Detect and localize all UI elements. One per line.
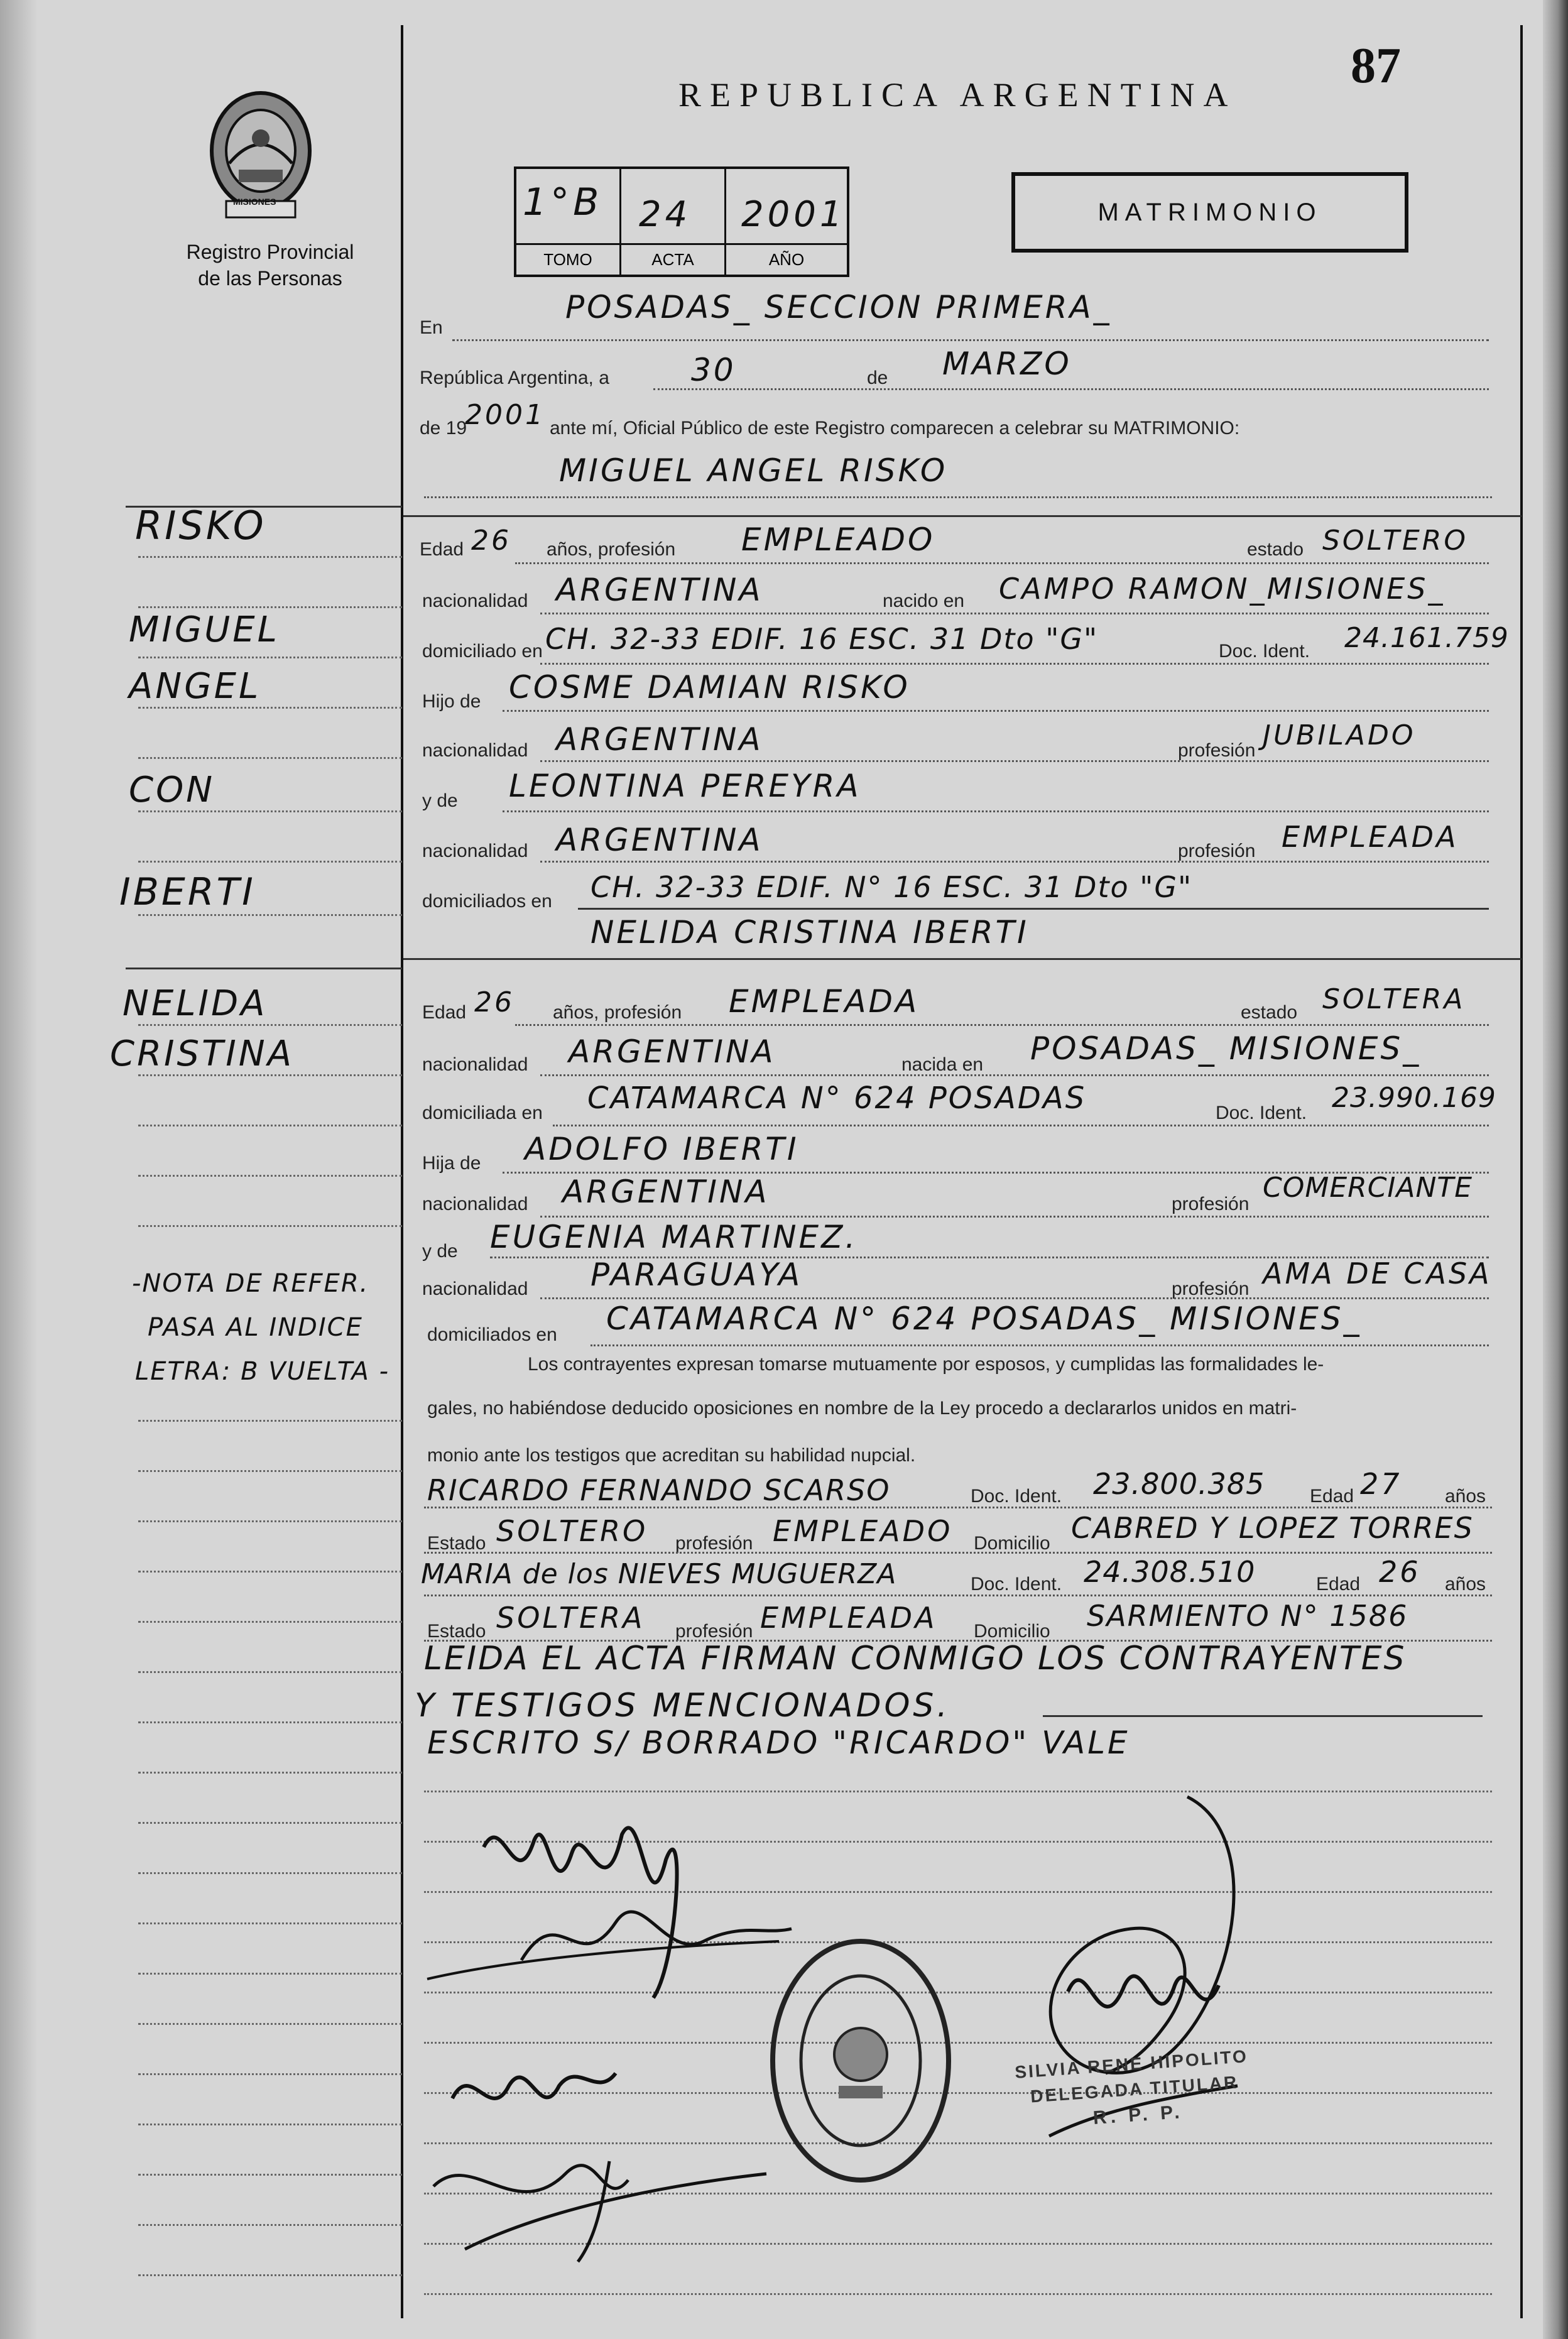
- bride-doc-label: Doc. Ident.: [1216, 1103, 1307, 1123]
- declaration-line-3: monio ante los testigos que acreditan su habilidad nupcial.: [427, 1445, 916, 1466]
- margin-groom-surname: RISKO: [135, 503, 266, 548]
- bride-estado: SOLTERA: [1322, 983, 1466, 1015]
- witness1-edad: 27: [1360, 1467, 1402, 1501]
- witness2-doc-label: Doc. Ident.: [971, 1574, 1062, 1595]
- bride-madre-nac: PARAGUAYA: [591, 1257, 803, 1293]
- bride-padre-nac: ARGENTINA: [562, 1174, 770, 1210]
- margin-con: CON: [129, 770, 215, 810]
- witness1-doc-label: Doc. Ident.: [971, 1486, 1062, 1507]
- bride-anos-label: años, profesión: [553, 1002, 682, 1023]
- witness1-estado: SOLTERO: [496, 1514, 648, 1548]
- republic-title: REPUBLICA ARGENTINA: [678, 76, 1237, 114]
- margin-dotline: [138, 1074, 402, 1076]
- dotline: [424, 1552, 1492, 1554]
- witness2-domicilio: SARMIENTO N° 1586: [1087, 1599, 1408, 1633]
- margin-dotline: [138, 606, 402, 608]
- dotline: [553, 1125, 1489, 1126]
- bride-nacida-label: nacida en: [901, 1054, 984, 1075]
- groom-nacionalidad: ARGENTINA: [556, 572, 763, 608]
- groom-madre-prof: EMPLEADA: [1282, 820, 1459, 854]
- groom-padre: COSME DAMIAN RISKO: [509, 669, 910, 706]
- tomo-value: 1°B: [523, 180, 603, 224]
- groom-profesion: EMPLEADO: [741, 521, 935, 558]
- de-label: de: [867, 368, 888, 388]
- witness1-prof-label: profesión: [675, 1533, 753, 1554]
- place-value: POSADAS_ SECCION PRIMERA_: [565, 289, 1112, 325]
- seal-text: MISIONES: [233, 197, 276, 207]
- bride-domicilio: CATAMARCA N° 624 POSADAS: [587, 1081, 1087, 1116]
- registry-name: [170, 239, 371, 292]
- stamp-title: DELEGADA TITULAR: [1030, 2072, 1239, 2107]
- margin-dotline: [138, 1621, 402, 1623]
- margin-dotline: [138, 1822, 402, 1824]
- witness1-doc: 23.800.385: [1093, 1467, 1265, 1501]
- dotline: [540, 1216, 1489, 1218]
- groom-nac-label: nacionalidad: [422, 591, 528, 611]
- groom-edad-label: Edad: [420, 539, 464, 560]
- margin-bride-name1: NELIDA: [122, 983, 268, 1024]
- witness1-estado-label: Estado: [427, 1533, 486, 1554]
- groom-nacido-label: nacido en: [883, 591, 965, 611]
- groom-madre-nac-label: nacionalidad: [422, 841, 528, 861]
- margin-dotline: [138, 1772, 402, 1774]
- bride-padre-prof: COMERCIANTE: [1263, 1172, 1473, 1204]
- margin-note-1: -NOTA DE REFER.: [132, 1269, 369, 1298]
- margin-dotline: [138, 1721, 402, 1723]
- tomo-cell: [516, 169, 621, 275]
- column-divider-right: [1520, 25, 1523, 2318]
- page-number: 87: [1351, 38, 1401, 94]
- separator: [126, 968, 402, 969]
- dotline: [540, 1074, 1489, 1076]
- margin-dotline: [138, 2224, 402, 2226]
- dotline: [653, 388, 1489, 390]
- margin-dotline: [138, 1973, 402, 1975]
- margin-dotline: [138, 1024, 402, 1026]
- bride-padre: ADOLFO IBERTI: [525, 1131, 799, 1167]
- margin-dotline: [138, 1470, 402, 1472]
- dotline: [540, 1297, 1489, 1299]
- margin-note-2: PASA AL INDICE: [148, 1313, 363, 1342]
- ano-label: AÑO: [726, 243, 847, 270]
- ano-value: 2001: [741, 194, 846, 235]
- groom-hijo-label: Hijo de: [422, 691, 481, 712]
- groom-padre-prof: JUBILADO: [1263, 719, 1416, 751]
- witness2-estado: SOLTERA: [496, 1601, 645, 1635]
- margin-dotline: [138, 2124, 402, 2125]
- margin-dotline: [138, 757, 402, 759]
- margin-dotline: [138, 1225, 402, 1227]
- dotline: [424, 1507, 1492, 1508]
- bride-doc: 23.990.169: [1332, 1082, 1496, 1114]
- en-label: En: [420, 317, 443, 338]
- groom-anos-label: años, profesión: [547, 539, 676, 560]
- declaration-line-1: Los contrayentes expresan tomarse mutuamente por esposos, y cumplidas las formalidades le-: [528, 1354, 1324, 1375]
- bride-edad-label: Edad: [422, 1002, 467, 1023]
- year-prefix: de 19: [420, 418, 467, 439]
- statement-text: ante mí, Oficial Público de este Registro comparecen a celebrar su MATRIMONIO:: [550, 418, 1240, 439]
- republica-label: República Argentina, a: [420, 368, 609, 388]
- groom-dom-label: domiciliado en: [422, 641, 543, 662]
- groom-domicilio: CH. 32-33 EDIF. 16 ESC. 31 Dto "G": [545, 622, 1099, 656]
- tomo-label: TOMO: [516, 243, 619, 270]
- groom-padre-nac: ARGENTINA: [556, 721, 763, 758]
- margin-dotline: [138, 556, 402, 558]
- witness2-edad-label: Edad: [1316, 1574, 1361, 1595]
- closing-line-2: Y TESTIGOS MENCIONADOS.: [415, 1687, 950, 1725]
- bride-madre-nac-label: nacionalidad: [422, 1279, 528, 1299]
- groom-full-name: MIGUEL ANGEL RISKO: [559, 452, 948, 489]
- separator: [403, 958, 1522, 960]
- margin-dotline: [138, 914, 402, 916]
- bride-profesion: EMPLEADA: [729, 983, 920, 1020]
- dotline: [503, 710, 1489, 712]
- ano-cell: [726, 169, 847, 275]
- margin-dotline: [138, 1571, 402, 1573]
- bride-padre-prof-label: profesión: [1172, 1194, 1250, 1214]
- groom-padres-dom: CH. 32-33 EDIF. N° 16 ESC. 31 Dto "G": [591, 870, 1193, 904]
- margin-groom-name1: MIGUEL: [129, 609, 280, 650]
- groom-estado-label: estado: [1247, 539, 1304, 560]
- groom-madre-nac: ARGENTINA: [556, 822, 763, 858]
- margin-dotline: [138, 2174, 402, 2176]
- dotline: [540, 760, 1489, 762]
- margin-dotline: [138, 1671, 402, 1673]
- witness2-anos-label: años: [1445, 1574, 1486, 1595]
- groom-madre-prof-label: profesión: [1178, 841, 1256, 861]
- day-value: 30: [691, 352, 736, 388]
- witness1-profesion: EMPLEADO: [773, 1514, 953, 1548]
- margin-dotline: [138, 810, 402, 812]
- witness2-edad: 26: [1379, 1555, 1421, 1589]
- bride-padres-dom: CATAMARCA N° 624 POSADAS_ MISIONES_: [606, 1300, 1362, 1337]
- separator: [403, 515, 1522, 517]
- bride-nacionalidad: ARGENTINA: [569, 1033, 776, 1070]
- dotline: [540, 861, 1489, 863]
- bride-hija-label: Hija de: [422, 1153, 481, 1174]
- margin-dotline: [138, 1872, 402, 1874]
- margin-bride-surname: IBERTI: [119, 870, 256, 914]
- witness2-prof-label: profesión: [675, 1621, 753, 1642]
- witness1-name: RICARDO FERNANDO SCARSO: [427, 1473, 891, 1507]
- bride-madre-prof-label: profesión: [1172, 1279, 1250, 1299]
- separator: [1043, 1715, 1483, 1717]
- acta-value: 24: [639, 194, 692, 235]
- separator: [578, 908, 1489, 910]
- record-box: [514, 166, 849, 277]
- dotline: [424, 496, 1492, 498]
- closing-line-3: ESCRITO S/ BORRADO "RICARDO" VALE: [427, 1725, 1130, 1761]
- official-seal-icon: [766, 1935, 955, 2186]
- groom-padre-prof-label: profesión: [1178, 740, 1256, 761]
- bride-madre: EUGENIA MARTINEZ.: [490, 1219, 858, 1255]
- witness2-estado-label: Estado: [427, 1621, 486, 1642]
- groom-madre: LEONTINA PEREYRA: [509, 768, 861, 804]
- declaration-line-2: gales, no habiéndose deducido oposiciones en nombre de la Ley procedo a declararlos unidos en matri-: [427, 1398, 1297, 1419]
- witness2-doc: 24.308.510: [1084, 1555, 1256, 1589]
- dotline: [503, 810, 1489, 812]
- margin-dotline: [138, 1125, 402, 1126]
- margin-dotline: [138, 2274, 402, 2276]
- bride-full-name: NELIDA CRISTINA IBERTI: [591, 914, 1029, 951]
- bride-nac-label: nacionalidad: [422, 1054, 528, 1075]
- dotline: [452, 339, 1489, 341]
- margin-dotline: [138, 1520, 402, 1522]
- bride-yde-label: y de: [422, 1241, 458, 1262]
- margin-dotline: [138, 1922, 402, 1924]
- year-value: 2001: [465, 399, 545, 431]
- bride-padres-dom-label: domiciliados en: [427, 1324, 557, 1345]
- dotline: [515, 1024, 1489, 1026]
- groom-doc-label: Doc. Ident.: [1219, 641, 1310, 662]
- bride-madre-prof: AMA DE CASA: [1263, 1257, 1492, 1290]
- groom-padre-nac-label: nacionalidad: [422, 740, 528, 761]
- bride-padre-nac-label: nacionalidad: [422, 1194, 528, 1214]
- dotline: [540, 613, 1489, 614]
- bride-dom-label: domiciliada en: [422, 1103, 543, 1123]
- witness1-domicilio: CABRED Y LOPEZ TORRES: [1071, 1511, 1474, 1545]
- margin-groom-name2: ANGEL: [129, 666, 261, 707]
- margin-dotline: [138, 2073, 402, 2075]
- page-edge-shadow: [1543, 0, 1568, 2339]
- margin-dotline: [138, 1420, 402, 1422]
- month-value: MARZO: [942, 346, 1072, 382]
- document-type-box: MATRIMONIO: [1011, 172, 1408, 253]
- dotline: [424, 1595, 1492, 1596]
- groom-nacido: CAMPO RAMON_MISIONES_: [999, 572, 1446, 606]
- margin-dotline: [138, 657, 402, 658]
- groom-estado: SOLTERO: [1322, 525, 1468, 557]
- closing-line-1: LEIDA EL ACTA FIRMAN CONMIGO LOS CONTRAYENTES: [424, 1640, 1407, 1677]
- dotline: [540, 663, 1489, 665]
- registry-line-1: Registro Provincial: [186, 241, 354, 263]
- witness1-edad-label: Edad: [1310, 1486, 1354, 1507]
- groom-edad: 26: [471, 525, 511, 557]
- witness1-anos-label: años: [1445, 1486, 1486, 1507]
- margin-dotline: [138, 1175, 402, 1177]
- dotline: [515, 562, 1489, 564]
- stamp-name: SILVIA RENE HIPOLITO: [1014, 2046, 1249, 2082]
- registry-line-2: de las Personas: [198, 267, 342, 290]
- groom-yde-label: y de: [422, 790, 458, 811]
- margin-dotline: [138, 707, 402, 709]
- bride-edad: 26: [474, 986, 514, 1018]
- acta-cell: [621, 169, 726, 275]
- groom-padres-dom-label: domiciliados en: [422, 891, 552, 912]
- witness2-name: MARIA de los NIEVES MUGUERZA: [421, 1558, 897, 1590]
- dotline: [591, 1344, 1489, 1346]
- stamp-office: R. P. P.: [1092, 2102, 1184, 2129]
- bride-nacida: POSADAS_ MISIONES_: [1030, 1030, 1422, 1067]
- margin-bride-name2: CRISTINA: [110, 1033, 294, 1074]
- witness2-dom-label: Domicilio: [974, 1621, 1050, 1642]
- bride-estado-label: estado: [1241, 1002, 1298, 1023]
- groom-doc: 24.161.759: [1344, 622, 1509, 654]
- margin-dotline: [138, 861, 402, 863]
- acta-label: ACTA: [621, 243, 724, 270]
- page-left-shadow: [0, 0, 38, 2339]
- witness1-dom-label: Domicilio: [974, 1533, 1050, 1554]
- margin-dotline: [138, 2023, 402, 2025]
- witness2-profesion: EMPLEADA: [760, 1601, 937, 1635]
- margin-note-3: LETRA: B VUELTA -: [135, 1357, 389, 1386]
